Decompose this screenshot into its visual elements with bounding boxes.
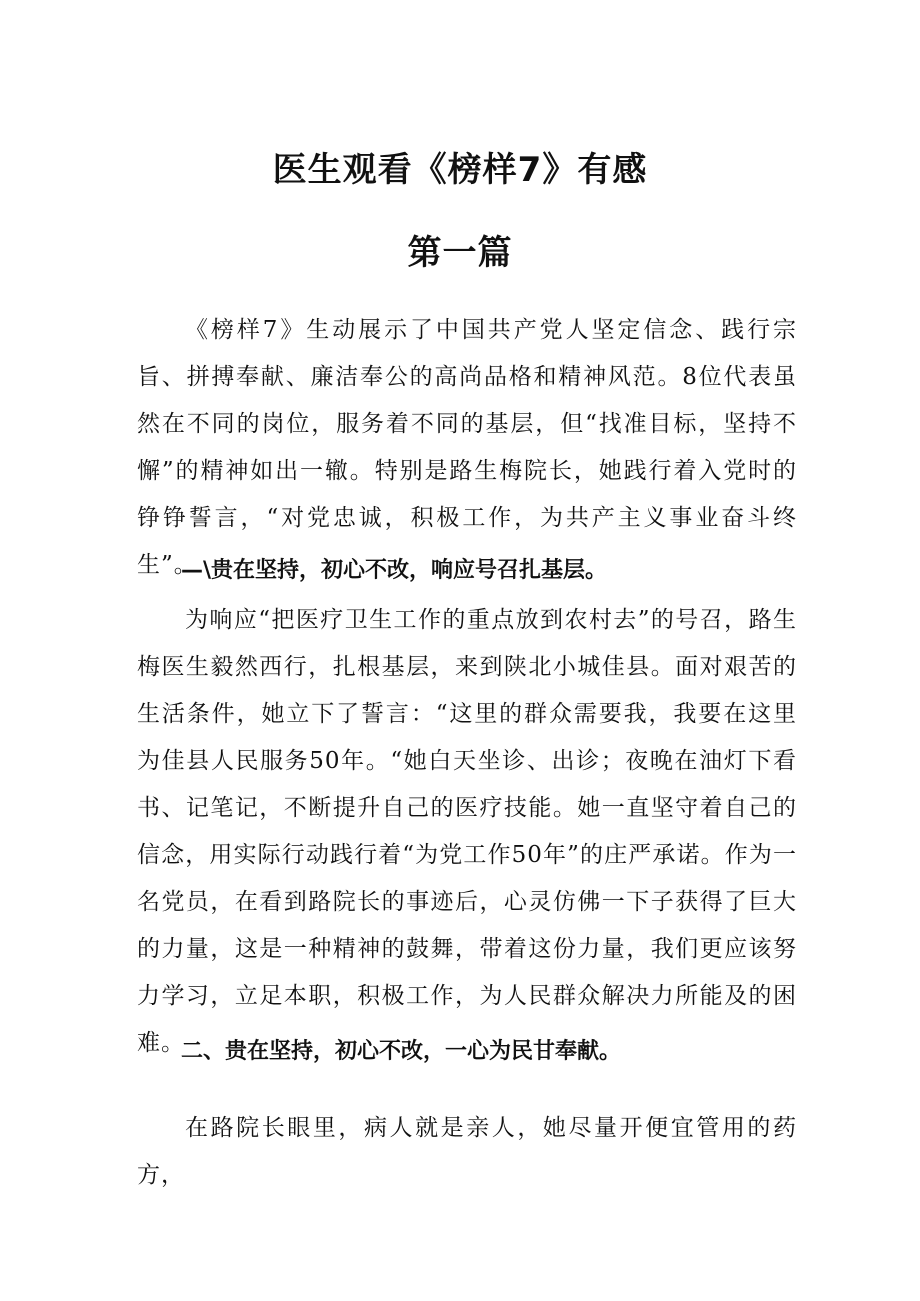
document-subtitle: 第一篇 [407,233,513,273]
paragraph-section-1: 为响应“把医疗卫生工作的重点放到农村去”的号召，路生梅医生毅然西行，扎根基层，来到陕北小城佳县。面对艰苦的生活条件，她立下了誓言：“这里的群众需要我，我要在这里为佳县人民服务50年。“她白天坐诊、出诊；夜晚在油灯下看书、记笔记，不断提升自己的医疗技能。她一直坚守着自己的信念，用实际行动践行着“为党工作50年”的庄严承诺。作为一名党员，在看到路院长的事迹后，心灵仿佛一下子获得了巨大的力量，这是一种精神的鼓舞，带着这份力量，我们更应该努力学习，立足本职，积极工作，为人民群众解决力所能及的困难。 [137,607,797,1056]
paragraph-section-2: 在路院长眼里，病人就是亲人，她尽量开便宜管用的药方， [137,1115,797,1188]
section-heading-2: 二、贵在坚持，初心不改，一心为民甘奉献。 [181,1039,622,1064]
section-heading-1: —\贵在坚持，初心不改，响应号召扎基层。 [181,558,608,583]
paragraph-intro: 《榜样7》生动展示了中国共产党人坚定信念、践行宗旨、拼搏奉献、廉洁奉公的高尚品格和精神风范。8位代表虽然在不同的岗位，服务着不同的基层，但“找准目标，坚持不懈”的精神如出一辙。特别是路生梅院长，她践行着入党时的铮铮誓言，“对党忠诚，积极工作，为共产主义事业奋斗终生”。 [137,317,797,578]
document-title: 医生观看《榜样7》有感 [272,150,648,190]
